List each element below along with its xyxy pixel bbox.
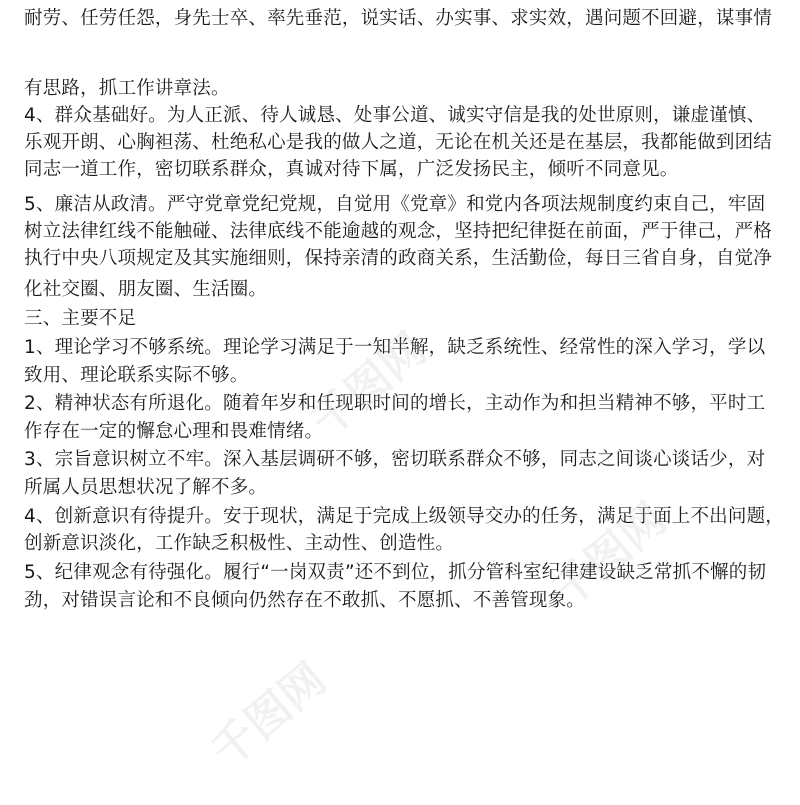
text-line: 3、宗旨意识树立不牢。深入基层调研不够，密切联系群众不够，同志之间谈心谈话少，对 <box>24 449 766 470</box>
text-line: 作存在一定的懈怠心理和畏难情绪。 <box>24 421 324 442</box>
text-line: 有思路，抓工作讲章法。 <box>24 78 230 99</box>
text-line: 4、创新意识有待提升。安于现状，满足于完成上级领导交办的任务，满足于面上不出问题， <box>24 506 784 527</box>
text-line: 乐观开朗、心胸袒荡、杜绝私心是我的做人之道，无论在机关还是在基层，我都能做到团结 <box>24 132 773 153</box>
text-line: 5、纪律观念有待强化。履行“一岗双责”还不到位，抓分管科室纪律建设缺乏常抓不懈的韧 <box>24 562 767 583</box>
text-line: 同志一道工作，密切联系群众，真诚对待下属，广泛发扬民主，倾听不同意见。 <box>24 159 679 180</box>
text-line: 1、理论学习不够系统。理论学习满足于一知半解，缺乏系统性、经常性的深入学习，学以 <box>24 337 766 358</box>
text-line: 5、廉洁从政清。严守党章党纪党规，自觉用《党章》和党内各项法规制度约束自己，牢固 <box>24 194 766 215</box>
text-line: 树立法律红线不能触碰、法律底线不能逾越的观念，坚持把纪律挺在前面，严于律己，严格 <box>24 221 773 242</box>
text-line: 2、精神状态有所退化。随着年岁和任现职时间的增长，主动作为和担当精神不够，平时工 <box>24 393 766 414</box>
watermark: 千图网 <box>301 323 436 448</box>
text-line: 创新意识淡化，工作缺乏积极性、主动性、创造性。 <box>24 533 455 554</box>
text-line: 劲，对错误言论和不良倾向仍然存在不敢抓、不愿抓、不善管现象。 <box>24 590 586 611</box>
text-line: 4、群众基础好。为人正派、待人诚恳、处事公道、诚实守信是我的处世原则，谦虚谨慎、 <box>24 105 766 126</box>
watermark: 千图网 <box>541 493 676 618</box>
section-heading: 三、主要不足 <box>24 308 137 329</box>
text-line: 化社交圈、朋友圈、生活圈。 <box>24 279 268 300</box>
text-line: 致用、理论联系实际不够。 <box>24 365 249 386</box>
watermark: 千图网 <box>201 653 336 778</box>
text-line: 所属人员思想状况了解不多。 <box>24 477 268 498</box>
text-line: 耐劳、任劳任怨，身先士卒、率先垂范，说实话、办实事、求实效，遇问题不回避，谋事情 <box>24 8 773 29</box>
text-line: 执行中央八项规定及其实施细则，保持亲清的政商关系，生活勤俭，每日三省自身，自觉净 <box>24 248 773 269</box>
